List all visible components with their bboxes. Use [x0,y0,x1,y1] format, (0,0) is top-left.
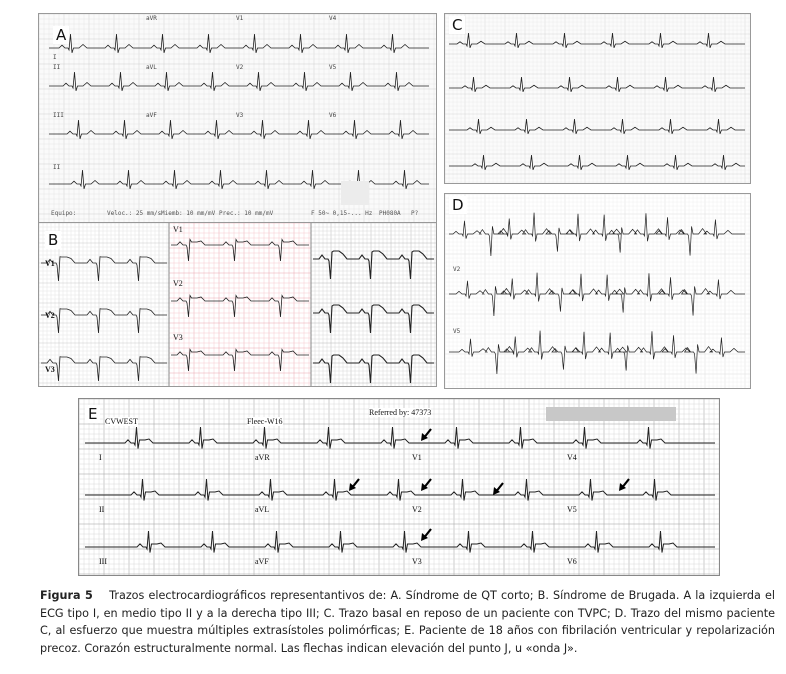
lead-label: V1 [236,15,244,22]
panel-e [78,398,720,576]
lead-label: V2 [453,266,461,273]
panel-b-ecg [39,223,436,386]
lead-label: V1 [45,259,55,268]
ecg-grid [169,223,311,386]
panel-a [38,13,437,223]
panel-c [444,13,751,184]
ecg-trace [171,295,309,317]
footer-text: F 50~ 0,15-... Hz [311,210,373,217]
lead-label: V2 [45,311,55,320]
lead-label: aVL [255,505,270,514]
lead-label: II [99,505,105,514]
panel-c-ecg [445,14,750,183]
lead-label: aVR [146,15,157,22]
ecg-grid [445,14,750,183]
footer-text: Equipo: [51,210,77,217]
lead-label: V2 [412,505,422,514]
panel-b-label: B [45,231,61,249]
ecg-trace [41,257,167,281]
ecg-trace [41,309,167,333]
lead-label: aVR [255,453,270,462]
header-text: CVWEST [105,417,138,426]
caption-text: Trazos electrocardiográficos representantivos de: A. Síndrome de QT corto; B. Síndrome de Brugada. A la izquierda el ECG tipo I, en medio tipo II y a la derecha tipo III; C. Trazo basal en reposo de un paciente con TVPC; D. Trazo del mismo paciente C, al esfuerzo que muestra múltiples extrasístoles polimórficas; E. Paciente de 18 años con fibrilación ventricular y repolarización precoz. Corazón estructuralmente normal. Las flechas indican elevación del punto J, u «onda J». [40,589,775,655]
footer-text: P? [411,210,419,217]
lead-label: V6 [567,557,577,566]
panel-d [444,193,751,389]
ecg-trace [41,357,167,381]
lead-label: V3 [173,333,183,342]
lead-label: I [99,453,102,462]
redaction-box [341,181,369,205]
lead-label: III [53,112,64,119]
lead-label: V3 [412,557,422,566]
panel-e-ecg [79,399,719,575]
lead-label: II [53,64,61,71]
lead-label: aVF [146,112,157,119]
lead-label: V5 [453,328,461,335]
lead-label: V5 [329,64,337,71]
lead-label: aVL [146,64,157,71]
header-text: Fleec-W16 [247,417,283,426]
footer-text: Prec.: 10 mm/mV [219,210,274,217]
lead-label: V1 [412,453,422,462]
footer-text: Veloc.: 25 mm/s [107,210,162,217]
figure-number: Figura 5 [40,589,93,602]
lead-label: V2 [173,279,183,288]
lead-label: V3 [45,365,55,374]
lead-label: V1 [173,225,183,234]
lead-label: III [99,557,107,566]
ecg-grid [445,194,750,388]
header-text: Referred by: 47373 [369,408,432,417]
panel-a-label: A [53,26,69,44]
figure-caption [40,587,775,657]
panel-e-label: E [85,405,100,423]
panel-d-ecg [445,194,750,388]
lead-label: II [53,164,61,171]
footer-text: Miemb: 10 mm/mV [161,210,216,217]
lead-label: V4 [567,453,577,462]
panel-c-label: C [449,16,465,34]
lead-label: V3 [236,112,244,119]
panel-b [38,222,437,387]
ecg-trace [85,427,715,449]
panel-d-label: D [449,196,467,214]
footer-text: PH080A [379,210,401,217]
lead-label: aVF [255,557,269,566]
lead-label: V2 [236,64,244,71]
lead-label: I [53,54,57,61]
redaction-box [546,407,676,421]
lead-label: V4 [329,15,337,22]
lead-label: V6 [329,112,337,119]
lead-label: V5 [567,505,577,514]
